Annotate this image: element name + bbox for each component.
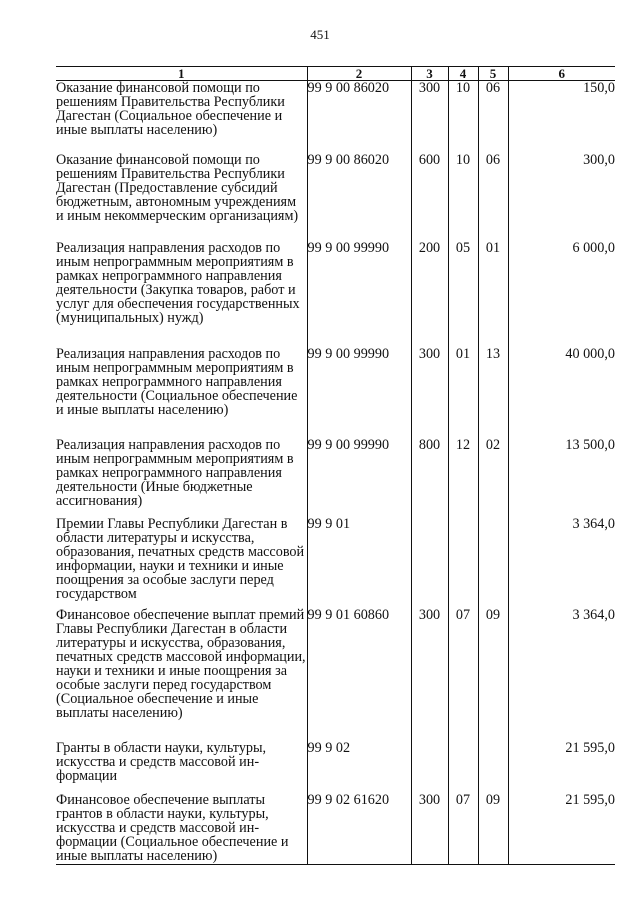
row-col4: 10 <box>448 153 478 241</box>
row-col3: 300 <box>411 608 448 741</box>
row-name: Реализация направления расходов по иным непрограммным мероприятиям в рамках непрограммного направления деятельности (Иные бюджетные ассигнования) <box>56 436 294 509</box>
row-col4: 07 <box>448 608 478 741</box>
row-col3: 600 <box>411 153 448 241</box>
row-col4: 07 <box>448 793 478 865</box>
row-col5: 09 <box>478 793 508 865</box>
row-code: 99 9 00 99990 <box>307 438 411 517</box>
row-col5: 01 <box>478 241 508 347</box>
row-col5: 02 <box>478 438 508 517</box>
row-name: Финансовое обеспечение выплат премий Главы Республики Дагестан в области литературы и искусства, образования, печатных средств массовой информации, науки и техники и иные поощрения за особые заслуги перед государством (Социальное обеспечение и иные выплаты населению) <box>56 606 306 721</box>
row-col5 <box>478 741 508 793</box>
row-col3: 300 <box>411 81 448 153</box>
row-amount: 40 000,0 <box>508 347 615 438</box>
row-col4: 01 <box>448 347 478 438</box>
table-row <box>56 241 615 347</box>
row-name: Финансовое обеспечение выплаты грантов в области науки, культуры, искусства и средств массовой информации (Социальное обеспечение и иные выплаты населению) <box>56 793 307 865</box>
row-col5: 06 <box>478 81 508 153</box>
row-name: Премии Главы Республики Дагестан в области литературы и искусства, образования, печатных средств массовой информации, науки и техники и иные поощрения за особые заслуги перед государством <box>56 515 305 602</box>
row-col3: 300 <box>411 347 448 438</box>
row-col3 <box>411 517 448 608</box>
row-col4: 10 <box>448 81 478 153</box>
table-header-row <box>56 67 615 81</box>
row-amount: 21 595,0 <box>508 793 615 865</box>
row-name: Оказание финансовой помощи по решениям Правительства Республики Дагестан (Социальное обеспечение и иные выплаты населению) <box>56 80 285 138</box>
row-col3: 800 <box>411 438 448 517</box>
row-code: 99 9 02 <box>307 741 411 793</box>
row-amount: 3 364,0 <box>508 517 615 608</box>
column-header: 6 <box>508 67 615 81</box>
row-col3: 300 <box>411 793 448 865</box>
column-header: 3 <box>411 67 448 81</box>
row-col4: 05 <box>448 241 478 347</box>
row-col3: 200 <box>411 241 448 347</box>
row-col5: 13 <box>478 347 508 438</box>
row-amount: 150,0 <box>508 81 615 153</box>
row-amount: 6 000,0 <box>508 241 615 347</box>
row-code: 99 9 01 <box>307 517 411 608</box>
row-col5: 06 <box>478 153 508 241</box>
row-col4: 12 <box>448 438 478 517</box>
table-row <box>56 81 615 153</box>
row-col5: 09 <box>478 608 508 741</box>
row-code: 99 9 00 99990 <box>307 347 411 438</box>
table-row <box>56 741 615 793</box>
row-code: 99 9 01 60860 <box>307 608 411 741</box>
row-name: Гранты в области науки, культуры, искусства и средств массовой информации <box>56 739 267 784</box>
row-code: 99 9 00 86020 <box>307 81 411 153</box>
row-name: Реализация направления расходов по иным непрограммным мероприятиям в рамках непрограммного направления деятельности (Закупка товаров, работ и услуг для обеспечения государственных (муниципальных) нужд) <box>56 239 300 326</box>
table-row <box>56 347 615 438</box>
row-amount: 300,0 <box>508 153 615 241</box>
row-amount: 3 364,0 <box>508 608 615 741</box>
table-row <box>56 793 615 865</box>
column-header: 2 <box>307 67 411 81</box>
table-row <box>56 608 615 741</box>
table-row <box>56 517 615 608</box>
column-header: 4 <box>448 67 478 81</box>
table-row <box>56 438 615 517</box>
row-name: Оказание финансовой помощи по решениям Правительства Республики Дагестан (Предоставление субсидий бюджетным, автономным учреждениям и иным некоммерческим организациям) <box>56 151 299 224</box>
row-col5 <box>478 517 508 608</box>
budget-table <box>56 66 615 865</box>
row-code: 99 9 00 99990 <box>307 241 411 347</box>
column-header: 1 <box>56 67 307 81</box>
row-amount: 13 500,0 <box>508 438 615 517</box>
column-header: 5 <box>478 67 508 81</box>
row-col3 <box>411 741 448 793</box>
row-amount: 21 595,0 <box>508 741 615 793</box>
row-code: 99 9 00 86020 <box>307 153 411 241</box>
page-number: 451 <box>310 27 330 42</box>
row-name: Реализация направления расходов по иным непрограммным мероприятиям в рамках непрограммного направления деятельности (Социальное обеспечение и иные выплаты населению) <box>56 345 298 418</box>
table-row <box>56 153 615 241</box>
row-code: 99 9 02 61620 <box>307 793 411 865</box>
row-col4 <box>448 517 478 608</box>
row-col4 <box>448 741 478 793</box>
